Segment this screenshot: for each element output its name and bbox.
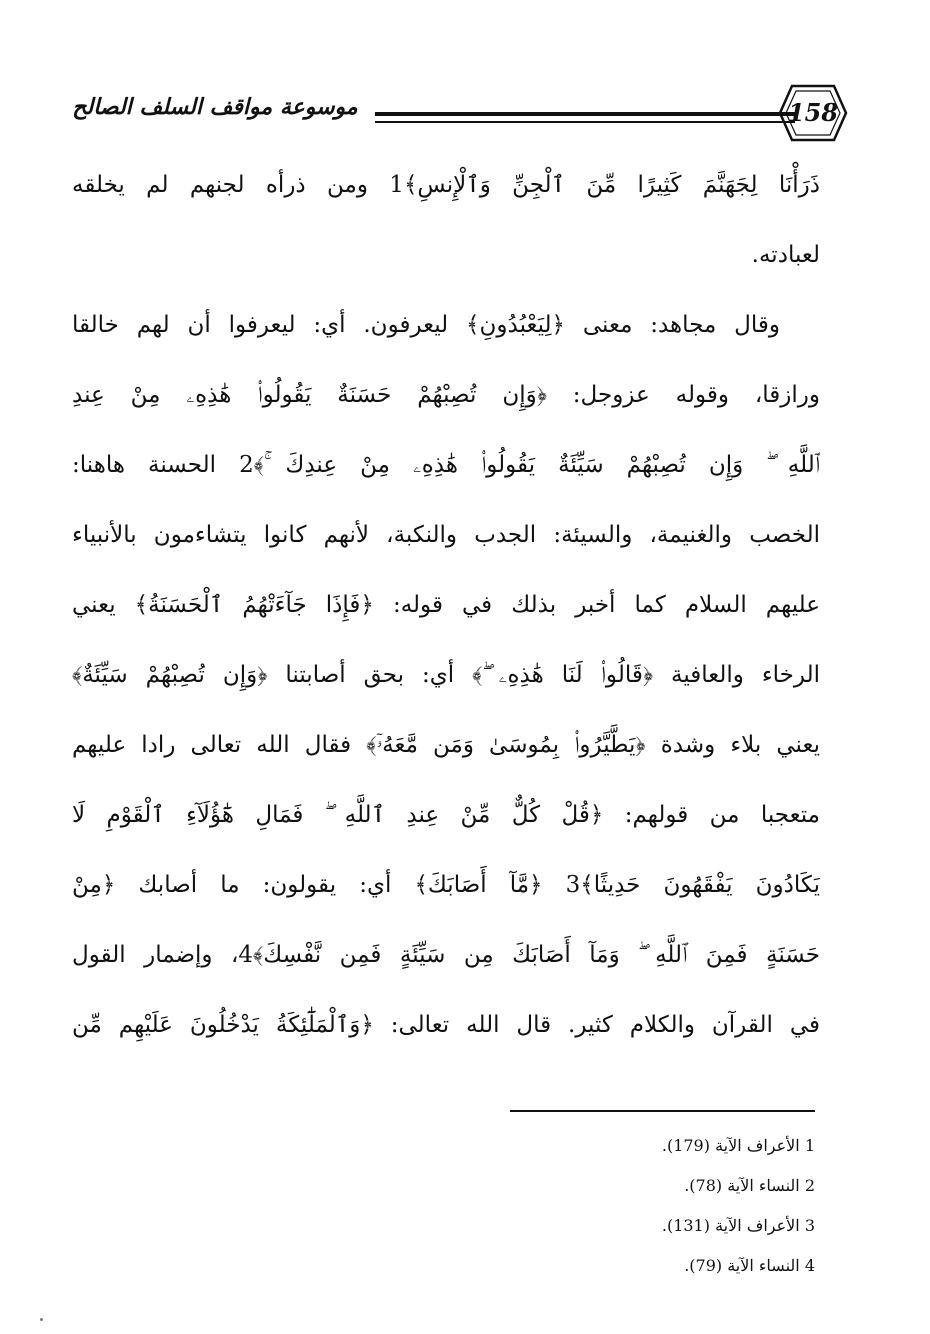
- text-line: متعجبا من قولهم: ﴿قُلْ كُلٌّ مِّنْ عِندِ ٱللَّهِ ۖ فَمَالِ هَٰٓؤُلَآءِ ٱلْقَوْمِ لَا: [72, 802, 820, 828]
- footnote-separator: [510, 1110, 815, 1112]
- text-line: ٱللَّهِ ۖ وَإِن تُصِبْهُمْ سَيِّئَةٌ يَقُولُوا۟ هَٰذِهِۦ مِنْ عِندِكَ ۚ﴾2 الحسنة هاهنا:: [72, 452, 820, 478]
- text-line: ورازقا، وقوله عزوجل: ﴿وَإِن تُصِبْهُمْ حَسَنَةٌ يَقُولُوا۟ هَٰذِهِۦ مِنْ عِندِ: [72, 382, 820, 408]
- text-line: لعبادته.: [751, 242, 820, 268]
- text-line: وقال مجاهد: معنى ﴿لِيَعْبُدُونِ﴾ ليعرفون. أي: ليعرفوا أن لهم خالقا: [72, 312, 780, 338]
- text-line: الخصب والغنيمة، والسيئة: الجدب والنكبة، لأنهم كانوا يتشاءمون بالأنبياء: [72, 522, 820, 548]
- page-header: [40, 82, 840, 152]
- text-line: الرخاء والعافية ﴿قَالُوا۟ لَنَا هَٰذِهِۦ ۖ﴾ أي: بحق أصابتنا ﴿وَإِن تُصِبْهُمْ سَيِّئَةٌ﴾: [72, 662, 820, 688]
- footnote: 3 الأعراف الآية (131).: [661, 1216, 815, 1235]
- text-line: يَكَادُونَ يَفْقَهُونَ حَدِيثًا﴾3 ﴿مَّآ أَصَابَكَ﴾ أي: يقولون: ما أصابك ﴿مِنْ: [72, 872, 820, 898]
- header-rule: [375, 112, 795, 116]
- text-line: حَسَنَةٍ فَمِنَ ٱللَّهِ ۖ وَمَآ أَصَابَكَ مِن سَيِّئَةٍ فَمِن نَّفْسِكَ﴾4، وإضمار القول: [72, 942, 820, 968]
- text-line: عليهم السلام كما أخبر بذلك في قوله: ﴿فَإِذَا جَآءَتْهُمُ ٱلْحَسَنَةُ﴾ يعني: [72, 592, 820, 618]
- footnote: 1 الأعراف الآية (179).: [661, 1136, 815, 1155]
- page-number: 158: [787, 98, 839, 127]
- text-line: ذَرَأْنَا لِجَهَنَّمَ كَثِيرًا مِّنَ ٱلْجِنِّ وَٱلْإِنسِ﴾1 ومن ذرأه لجنهم لم يخلقه: [72, 172, 820, 198]
- footnote: 4 النساء الآية (79).: [684, 1256, 815, 1275]
- footnote: 2 النساء الآية (78).: [684, 1176, 815, 1195]
- footnotes: [662, 1128, 815, 1288]
- text-line: يعني بلاء وشدة ﴿يَطَّيَّرُوا۟ بِمُوسَىٰ وَمَن مَّعَهُۥٓ﴾ فقال الله تعالى رادا عليهم: [72, 732, 820, 758]
- page-body: [72, 150, 820, 1060]
- book-title: موسوعة مواقف السلف الصالح: [72, 94, 358, 120]
- text-line: في القرآن والكلام كثير. قال الله تعالى: ﴿وَٱلْمَلَٰٓئِكَةُ يَدْخُلُونَ عَلَيْهِم مِّن: [72, 1012, 820, 1038]
- header-rule-thin: [375, 121, 795, 123]
- scan-speck: [40, 1318, 43, 1321]
